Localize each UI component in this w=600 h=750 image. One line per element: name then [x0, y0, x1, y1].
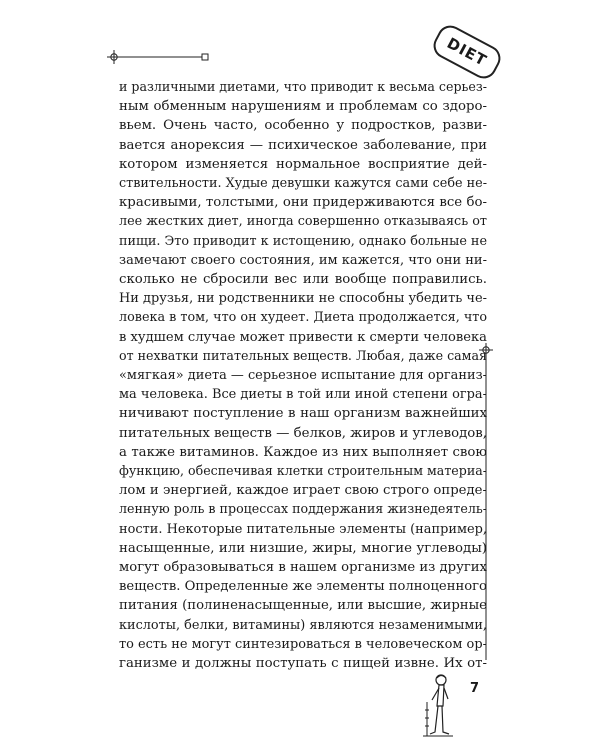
- text-line: могут образовываться в нашем организме из других: [119, 560, 488, 576]
- text-line: функцию, обеспечивая клетки строительным материа-: [119, 464, 487, 480]
- side-rule-ornament: [478, 342, 494, 662]
- text-line: ловека в том, что он худеет. Диета продолжается, что: [119, 310, 488, 326]
- text-line: сколько не сбросили вес или вообще поправились.: [119, 272, 487, 288]
- text-line: замечают своего состояния, им кажется, что они ни-: [119, 252, 487, 268]
- body-text: [119, 78, 487, 673]
- text-line: вается анорексия — психическое заболевание, при: [119, 137, 487, 153]
- text-line: питания (полиненасыщенные, или высшие, жирные: [119, 598, 488, 614]
- text-line: вьем. Очень часто, особенно у подростков, разви-: [119, 118, 487, 134]
- text-line: ленную роль в процессах поддержания жизнедеятель-: [119, 502, 488, 518]
- text-line: ганизме и должны поступать с пищей извне. Их от-: [119, 656, 487, 672]
- text-line: красивыми, толстыми, они придерживаются все бо-: [119, 195, 487, 211]
- text-line: от нехватки питательных веществ. Любая, даже самая: [119, 348, 488, 364]
- walking-figure-illustration: [419, 672, 455, 740]
- text-line: лее жестких диет, иногда совершенно отказываясь от: [119, 214, 487, 230]
- diet-tab: [427, 18, 508, 86]
- page-number: 7: [470, 681, 480, 696]
- text-line: пищи. Это приводит к истощению, однако больные не: [119, 233, 488, 249]
- text-line: то есть не могут синтезироваться в человеческом ор-: [119, 636, 487, 652]
- text-line: ничивают поступление в наш организм важнейших: [119, 406, 487, 422]
- text-line: питательных веществ — белков, жиров и углеводов,: [119, 425, 487, 441]
- text-line: и различными диетами, что приводит к весьма серьез-: [119, 80, 487, 95]
- text-line: ма человека. Все диеты в той или иной степени огра-: [119, 387, 487, 403]
- text-line: а также витаминов. Каждое из них выполняет свою: [119, 444, 487, 460]
- text-line: веществ. Определенные же элементы полноценного: [119, 579, 487, 595]
- text-line: ным обменным нарушениям и проблемам со здоро-: [119, 99, 487, 115]
- top-rule-ornament: [107, 50, 217, 64]
- text-line: в худшем случае может привести к смерти человека: [119, 329, 487, 345]
- text-line: котором изменяется нормальное восприятие дей-: [119, 156, 487, 172]
- text-line: насыщенные, или низшие, жиры, многие углеводы): [119, 540, 487, 556]
- text-line: лом и энергией, каждое играет свою строго опреде-: [119, 483, 487, 499]
- text-line: ствительности. Худые девушки кажутся сами себе не-: [119, 176, 488, 192]
- diet-tab-label: DIET: [443, 34, 490, 70]
- text-line: кислоты, белки, витамины) являются незаменимыми,: [119, 617, 487, 633]
- text-line: Ни друзья, ни родственники не способны убедить че-: [119, 291, 487, 307]
- text-line: «мягкая» диета — серьезное испытание для организ-: [119, 368, 488, 384]
- text-line: ности. Некоторые питательные элементы (например,: [119, 521, 488, 537]
